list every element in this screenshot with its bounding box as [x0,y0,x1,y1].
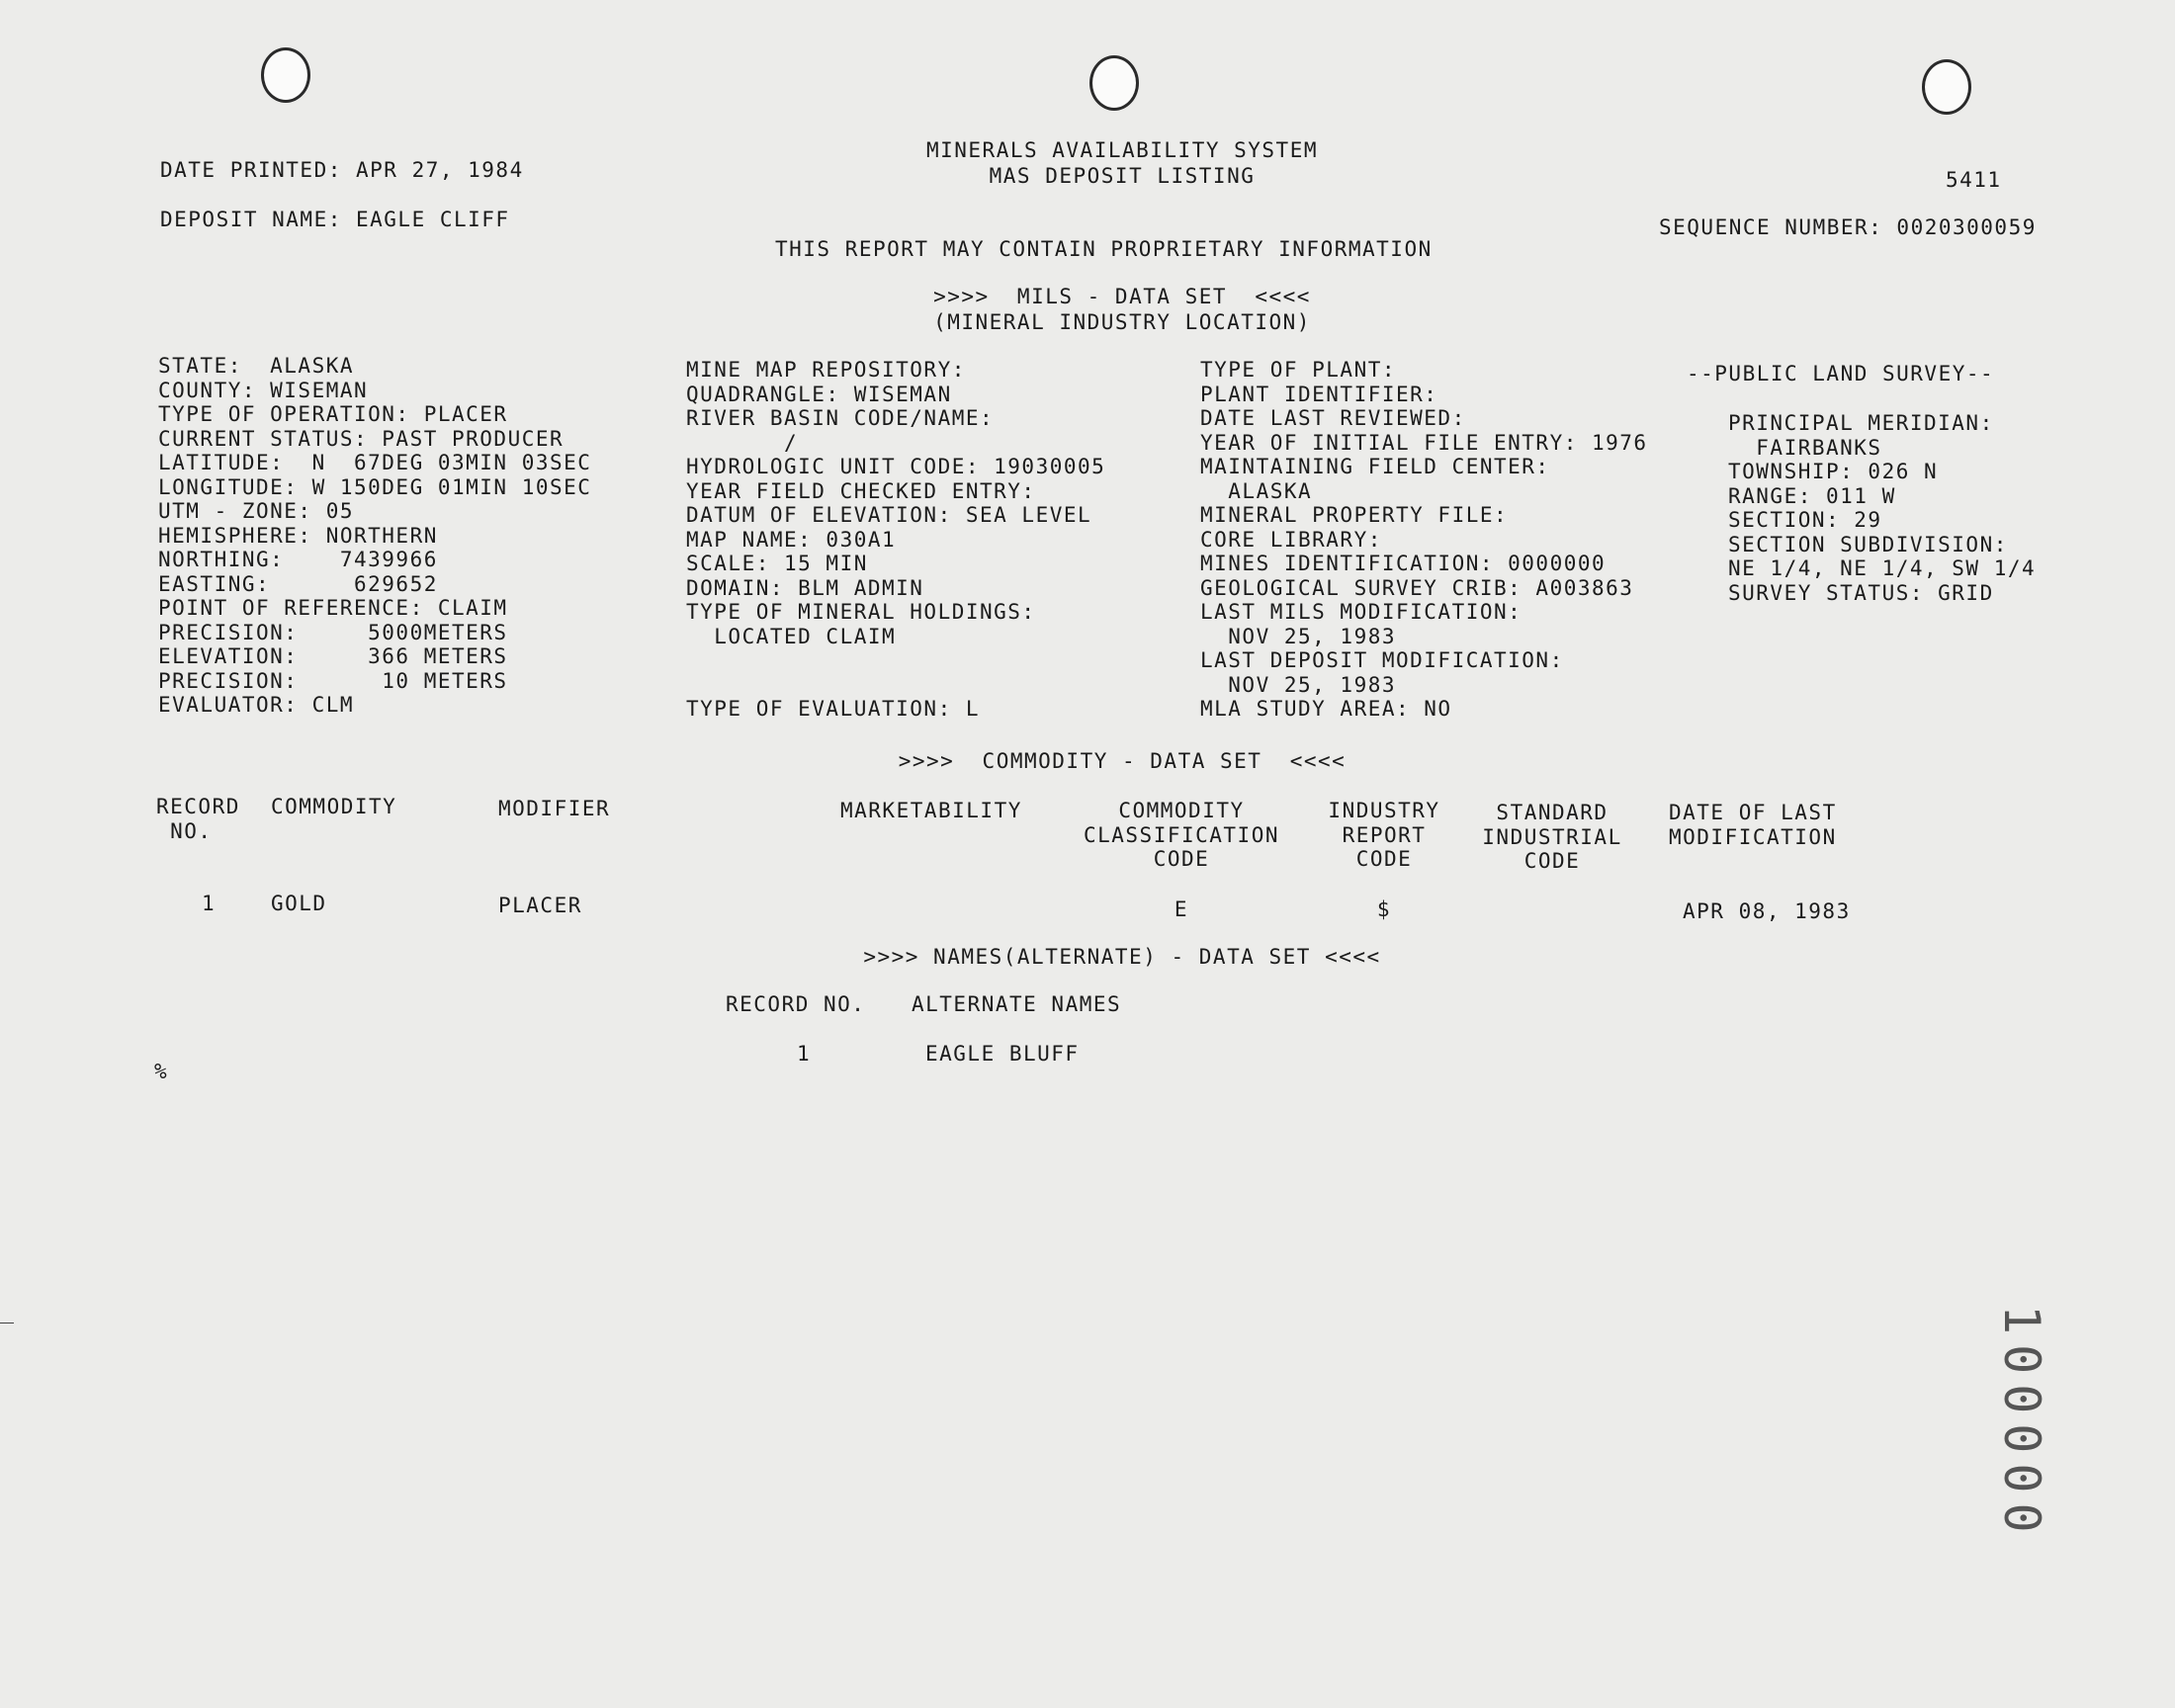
field-line: SECTION: 29 [1728,508,1882,532]
field-line: NOV 25, 1983 [1200,624,1397,648]
field-line: RIVER BASIN CODE/NAME: [686,406,995,430]
binder-hole-center [1089,55,1139,111]
field-line: PRECISION: 5000METERS [158,620,508,644]
field-line: SECTION SUBDIVISION: [1728,532,2008,556]
vertical-stamp: 100000 [1993,1305,2050,1543]
mils-subheading: (MINERAL INDUSTRY LOCATION) [933,310,1311,334]
col-sic: STANDARD INDUSTRIAL CODE [1482,801,1622,873]
field-line: DATUM OF ELEVATION: SEA LEVEL [686,503,1092,527]
field-line: TYPE OF PLANT: [1200,358,1397,382]
col-industry: INDUSTRY REPORT CODE [1328,799,1440,871]
field-line: COUNTY: WISEMAN [158,378,369,402]
field-line: PRINCIPAL MERIDIAN: [1728,411,1994,435]
field-line: LOCATED CLAIM [686,624,897,648]
field-line: POINT OF REFERENCE: CLAIM [158,596,508,620]
field-line: EVALUATOR: CLM [158,693,355,717]
field-line: EASTING: 629652 [158,571,438,596]
margin-mark [0,1323,14,1324]
field-line: TYPE OF OPERATION: PLACER [158,402,508,426]
system-title: MINERALS AVAILABILITY SYSTEM [925,138,1318,162]
binder-hole-right [1922,59,1971,115]
field-line: TOWNSHIP: 026 N [1728,460,1939,483]
field-line: LONGITUDE: W 150DEG 01MIN 10SEC [158,474,592,499]
cell-classification: E [1174,897,1189,921]
field-line: GEOLOGICAL SURVEY CRIB: A003863 [1200,575,1634,600]
field-line: LAST DEPOSIT MODIFICATION: [1200,648,1564,672]
page-number: 5411 [1946,168,2002,192]
col-record-no: RECORD NO. [156,795,240,843]
field-line: CURRENT STATUS: PAST PRODUCER [158,426,565,451]
field-line: LATITUDE: N 67DEG 03MIN 03SEC [158,451,592,474]
field-line: TYPE OF MINERAL HOLDINGS: [686,600,1036,624]
field-line: DOMAIN: BLM ADMIN [686,575,924,600]
field-line: FAIRBANKS [1728,435,1882,460]
field-line: HYDROLOGIC UNIT CODE: 19030005 [686,455,1106,478]
percent-mark: % [154,1060,169,1083]
names-col-record: RECORD NO. [726,992,866,1016]
binder-hole-left [261,47,310,103]
sequence-number: SEQUENCE NUMBER: 0020300059 [1659,215,2037,239]
deposit-name: DEPOSIT NAME: EAGLE CLIFF [160,208,510,231]
field-line: DATE LAST REVIEWED: [1200,406,1466,430]
field-line: MLA STUDY AREA: NO [1200,697,1452,721]
field-line: MAP NAME: 030A1 [686,527,897,552]
field-line: CORE LIBRARY: [1200,527,1382,552]
col-modifier: MODIFIER [498,797,611,820]
field-line: MINES IDENTIFICATION: 0000000 [1200,552,1607,575]
field-line: PRECISION: 10 METERS [158,668,508,693]
field-line: NORTHING: 7439966 [158,548,438,571]
col-date-mod: DATE OF LAST MODIFICATION [1669,801,1837,849]
cell-date-mod: APR 08, 1983 [1683,899,1851,923]
commodity-heading: >>>> COMMODITY - DATA SET <<<< [898,749,1347,773]
cell-industry: $ [1376,897,1392,921]
field-line: TYPE OF EVALUATION: L [686,697,981,721]
names-heading: >>>> NAMES(ALTERNATE) - DATA SET <<<< [863,945,1381,969]
field-line: MINERAL PROPERTY FILE: [1200,503,1509,527]
field-line: RANGE: 011 W [1728,483,1896,508]
field-line: SURVEY STATUS: GRID [1728,580,1994,605]
cell-commodity: GOLD [271,892,327,915]
field-line: QUADRANGLE: WISEMAN [686,382,952,406]
col-classification: COMMODITY CLASSIFICATION CODE [1083,799,1279,871]
field-line: SCALE: 15 MIN [686,552,868,575]
names-record-no: 1 [797,1042,812,1066]
cell-record-no: 1 [202,892,217,915]
date-printed: DATE PRINTED: APR 27, 1984 [160,158,524,182]
field-line: STATE: ALASKA [158,354,355,378]
field-line: HEMISPHERE: NORTHERN [158,523,438,548]
proprietary-notice: THIS REPORT MAY CONTAIN PROPRIETARY INFORMATION [775,237,1433,261]
field-line: PLANT IDENTIFIER: [1200,382,1438,406]
names-col-names: ALTERNATE NAMES [912,992,1122,1016]
field-line: ALASKA [1200,478,1313,503]
field-line: MINE MAP REPOSITORY: [686,358,966,382]
alternate-name: EAGLE BLUFF [925,1042,1080,1066]
col-marketability: MARKETABILITY [840,799,1022,822]
field-line: YEAR FIELD CHECKED ENTRY: [686,478,1036,503]
field-line: ELEVATION: 366 METERS [158,644,508,668]
field-line: YEAR OF INITIAL FILE ENTRY: 1976 [1200,430,1648,455]
field-line: NOV 25, 1983 [1200,672,1397,697]
field-line: / [686,430,799,455]
field-line: LAST MILS MODIFICATION: [1200,600,1522,624]
field-line: NE 1/4, NE 1/4, SW 1/4 [1728,556,2037,580]
cell-modifier: PLACER [498,894,582,917]
listing-title: MAS DEPOSIT LISTING [989,164,1256,188]
field-line: UTM - ZONE: 05 [158,499,355,523]
field-line: MAINTAINING FIELD CENTER: [1200,455,1550,478]
public-land-survey-heading: --PUBLIC LAND SURVEY-- [1687,362,1995,385]
col-commodity: COMMODITY [271,795,397,818]
mils-heading: >>>> MILS - DATA SET <<<< [933,285,1311,308]
